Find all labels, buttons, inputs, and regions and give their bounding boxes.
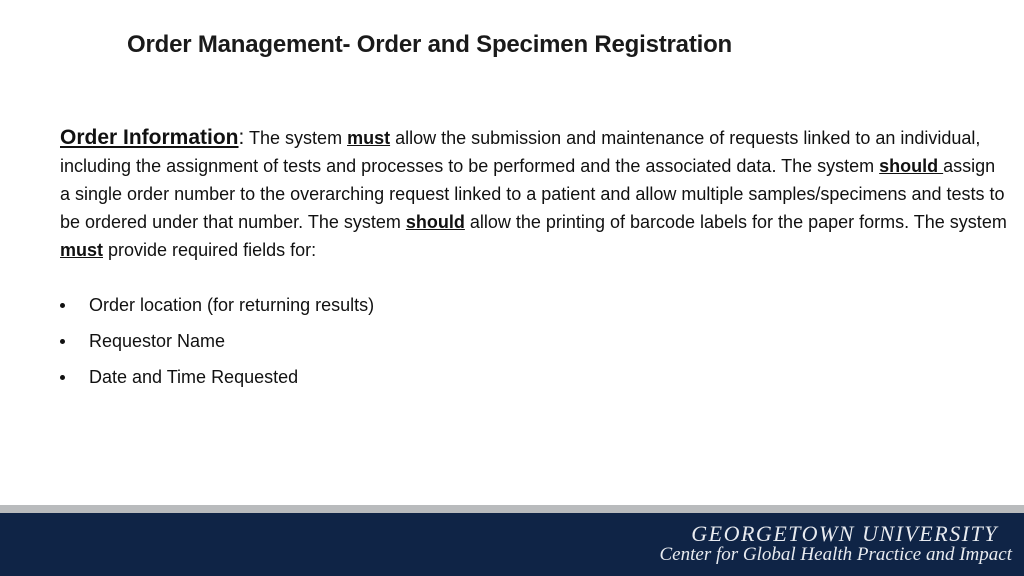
order-information-paragraph <box>60 124 1010 264</box>
bullet-icon <box>60 339 65 344</box>
required-fields-list <box>60 290 374 398</box>
order-information-heading: Order Information <box>60 126 239 149</box>
paragraph-text-3: assign a single order number to the overarching request linked to a patient and allow multiple samples/specimens and tests to be ordered under that number. The system <box>60 156 1005 232</box>
center-logo-text: Center for Global Health Practice and Impact <box>659 544 1012 565</box>
paragraph-text-2: allow the submission and maintenance of requests linked to an individual, including the assignment of tests and processes to be performed and the associated data. The system <box>60 128 981 176</box>
list-item <box>60 362 374 398</box>
list-item <box>60 290 374 326</box>
emphasis-should-1: should <box>879 156 944 176</box>
list-item-text: Order location (for returning results) <box>89 295 375 315</box>
paragraph-text-4: allow the printing of barcode labels for the paper forms. The system <box>464 212 1007 232</box>
bullet-icon <box>60 375 65 380</box>
list-item-text: Date and Time Requested <box>89 367 299 387</box>
paragraph-text-1: The system <box>244 128 348 148</box>
list-item-text: Requestor Name <box>89 331 226 351</box>
slide-title: Order Management- Order and Specimen Registration <box>127 31 733 58</box>
emphasis-must-2: must <box>60 240 104 260</box>
paragraph-text-5: provide required fields for: <box>103 240 317 260</box>
footer-band <box>0 513 1024 576</box>
bullet-icon <box>60 303 65 308</box>
footer-divider <box>0 505 1024 513</box>
list-item <box>60 326 374 362</box>
university-logo-text: GEORGETOWN UNIVERSITY <box>691 521 998 546</box>
heading-colon: : <box>238 126 245 149</box>
emphasis-should-2: should <box>405 212 465 232</box>
emphasis-must-1: must <box>347 128 391 148</box>
